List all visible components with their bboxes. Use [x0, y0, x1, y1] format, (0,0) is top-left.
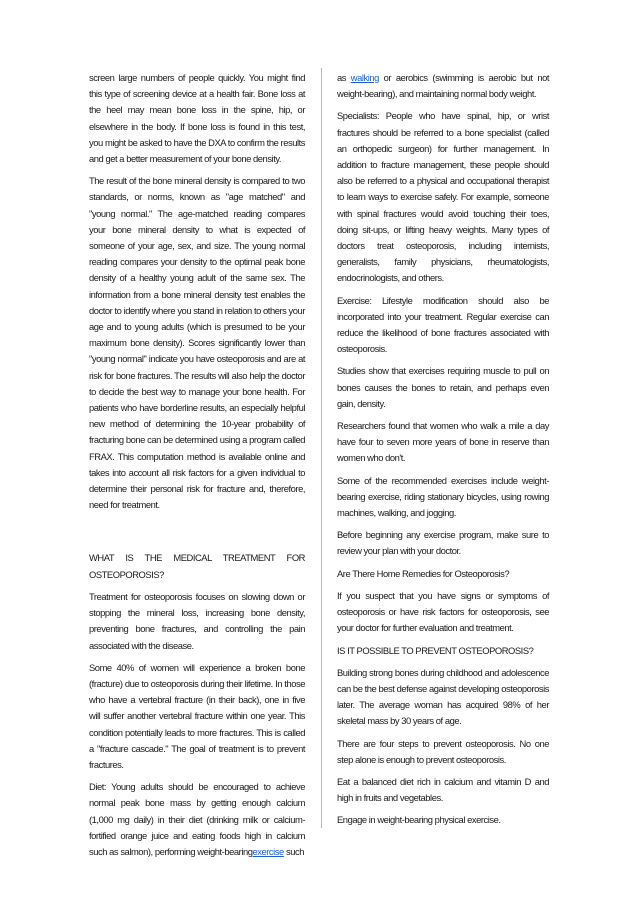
paragraph-text: or aerobics (swimming is aerobic but not weight-bearing), and maintaining normal body weight. — [337, 72, 550, 100]
paragraph: Some of the recommended exercises include weight-bearing exercise, riding stationary bicycles, using rowing machines, walking, and jogging. — [337, 474, 549, 519]
paragraph: Before beginning any exercise program, make sure to review your plan with your doctor. — [337, 529, 549, 557]
walking-link[interactable]: walking — [350, 72, 379, 83]
paragraph: Specialists: People who have spinal, hip, or wrist fractures should be referred to a bone specialist (called an orthopedic surgeon) for further management. In addition to fracture management, these people should also be referred to a physical and occupational therapist to learn ways to exercise safely. For example, someone with spinal fractures would avoid touching their toes, doing sit-ups, or lifting heavy weights. Many types of doctors treat osteoporosis, including internists, generalists, family physicians, rheumatologists, endocrinologists, and others. — [337, 110, 549, 284]
paragraph-text: as — [337, 72, 351, 83]
paragraph: The result of the bone mineral density is compared to two standards, or norms, known as "age matched" and "young normal." The age-matched reading compares your bone mineral density to what is expected of someone of your age, sex, and size. The young normal reading compares your density to the optimal peak bone density of a healthy young adult of the same sex. The information from a bone mineral density test enables the doctor to identify where you stand in relation to others your age and to young adults (which is presumed to be your maximum bone density). Scores significantly lower than "young normal" indicate you have osteoporosis and are at risk for bone fractures. The results will also help the doctor to decide the best way to manage your bone health. For patients who have borderline results, an especially helpful new method of determining the 10-year probability of fracturing bone can be determined using a program called FRAX. This computation method is available online and takes into account all risk factors for a given individual to determine their personal risk for fracture and, therefore, need for treatment. — [89, 175, 305, 511]
paragraph-text: Diet: Young adults should be encouraged to achieve normal peak bone mass by getting enough calcium (1,000 mg daily) in their diet (drinking milk or calcium-fortified orange juice and eating foods high in calcium such as salmon), performing weight-bearing — [89, 781, 305, 857]
subheading: Are There Home Remedies for Osteoporosis? — [337, 567, 510, 579]
paragraph: Exercise: Lifestyle modification should also be incorporated into your treatment. Regular exercise can reduce the likelihood of bone fractures associated with osteoporosis. — [337, 294, 549, 355]
paragraph: Eat a balanced diet rich in calcium and vitamin D and high in fruits and vegetables. — [337, 775, 549, 804]
paragraph: Some 40% of women will experience a broken bone (fracture) due to osteoporosis during their lifetime. In those who have a vertebral fracture (in their back), one in five will suffer another vertebral fracture within one year. This condition potentially leads to more fractures. This is called a "fracture cascade." The goal of treatment is to prevent fractures. — [89, 661, 305, 770]
exercise-link[interactable]: exercise — [252, 845, 284, 857]
left-column — [89, 70, 305, 866]
section-heading: IS IT POSSIBLE TO PREVENT OSTEOPOROSIS? — [337, 644, 534, 656]
paragraph: There are four steps to prevent osteoporosis. No one step alone is enough to prevent osteoporosis. — [337, 737, 549, 765]
paragraph: Treatment for osteoporosis focuses on slowing down or stopping the mineral loss, increasing bone density, preventing bone fractures, and controlling the pain associated with the disease. — [89, 590, 305, 651]
paragraph: Engage in weight-bearing physical exercise. — [337, 814, 501, 826]
right-column — [337, 70, 549, 835]
paragraph — [89, 779, 305, 860]
section-heading: WHAT IS THE MEDICAL TREATMENT FOR OSTEOPOROSIS? — [89, 552, 305, 580]
paragraph: If you suspect that you have signs or symptoms of osteoporosis or have risk factors for osteoporosis, see your doctor for further evaluation and treatment. — [337, 589, 549, 634]
spacer — [89, 519, 305, 550]
paragraph: Building strong bones during childhood and adolescence can be the best defense against developing osteoporosis later. The average woman has acquired 98% of her skeletal mass by 30 years of age. — [337, 666, 549, 727]
column-divider — [321, 68, 322, 828]
paragraph-text: such — [283, 845, 304, 857]
paragraph — [337, 70, 549, 102]
paragraph: Researchers found that women who walk a mile a day have four to seven more years of bone in reserve than women who don't. — [337, 420, 549, 464]
paragraph: screen large numbers of people quickly. You might find this type of screening device at a health fair. Bone loss at the heel may mean bone loss in the spine, hip, or elsewhere in the body. If bone loss is found in this test, you might be asked to have the DXA to confirm the results and get a better measurement of your bone density. — [89, 72, 305, 165]
paragraph: Studies show that exercises requiring muscle to pull on bones causes the bones to retain, and perhaps even gain, density. — [337, 365, 549, 409]
